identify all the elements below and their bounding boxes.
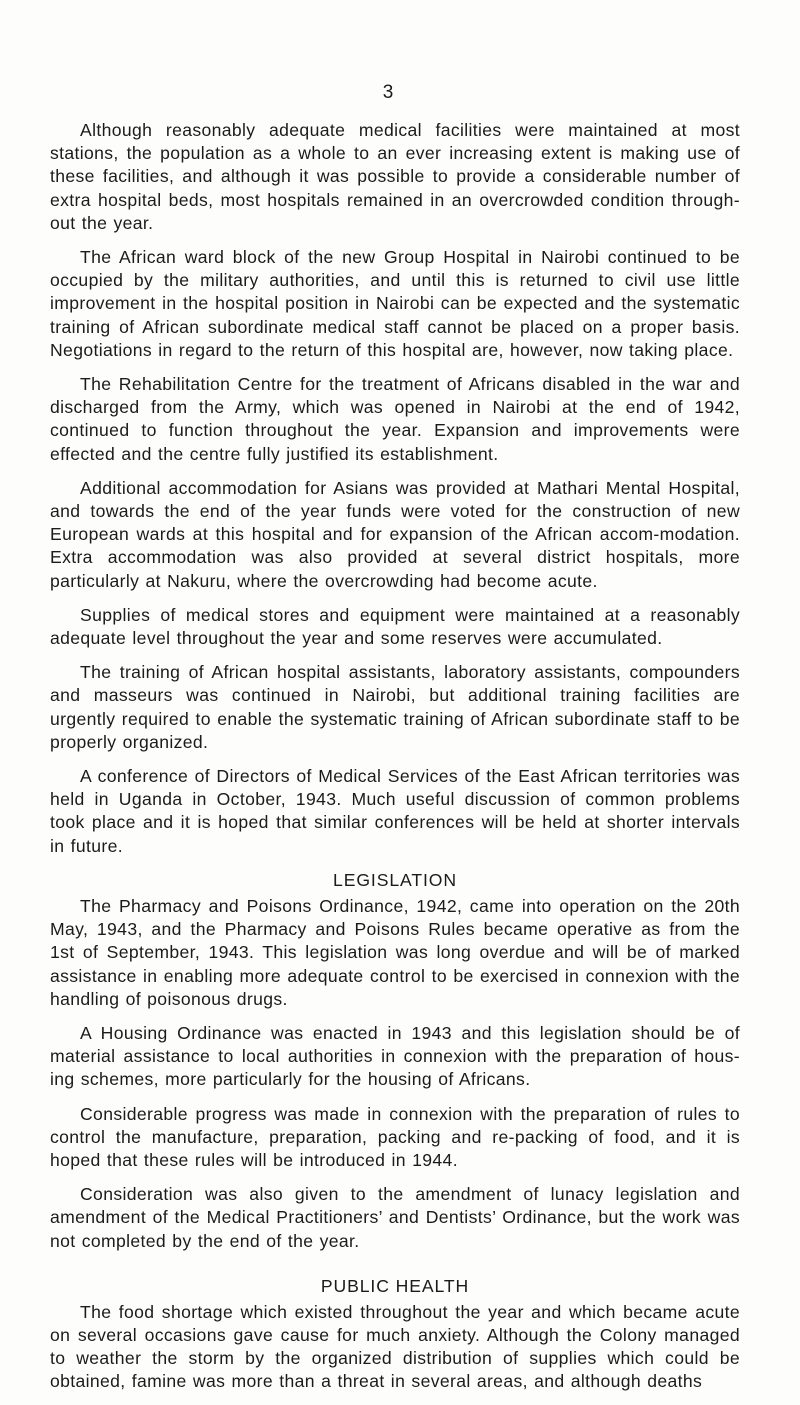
paragraph-medical-facilities: Although reasonably adequate medical facilities were maintained at most stations, the population as a whole to an ever increasing extent is making use of these facilities, and although it was possible to provide a considerable number of extra hospital beds, most hospitals remained in an overcrowded condition through-out the year. — [50, 120, 740, 233]
paragraph-african-ward-block: The African ward block of the new Group Hospital in Nairobi continued to be occupied by the military authorities, and until this is returned to civil use little improvement in the hospital position in Nairobi can be expected and the systematic training of African subordinate medical staff cannot be placed on a proper basis. Negotiations in regard to the return of this hospital are, however, now taking place. — [50, 247, 740, 360]
section-heading-public-health: PUBLIC HEALTH — [320, 1275, 470, 1296]
paragraph-conference: A conference of Directors of Medical Services of the East African territories was held in Uganda in October, 1943. Much useful discussion of common problems took place and it is hoped that similar conferences will be held at shorter intervals in future. — [50, 766, 740, 856]
paragraph-lunacy-legislation: Consideration was also given to the amendment of lunacy legislation and amendment of the Medical Practitioners’ and Dentists’ Ordinance, but the work was not completed by the end of the year. — [50, 1184, 740, 1251]
paragraph-housing-ordinance: A Housing Ordinance was enacted in 1943 and this legislation should be of material assistance to local authorities in connexion with the preparation of hous-ing schemes, more particularly for the housing of Africans. — [50, 1022, 740, 1090]
paragraph-rehabilitation-centre: The Rehabilitation Centre for the treatment of Africans disabled in the war and discharged from the Army, which was opened in Nairobi at the end of 1942, continued to function throughout the year. Expansion and improvements were effected and the centre fully justified its establishment. — [50, 374, 740, 464]
paragraph-additional-accommodation: Additional accommodation for Asians was provided at Mathari Mental Hospital, and towards the end of the year funds were voted for the construction of new European wards at this hospital and for expansion of the African accom-modation. Extra accommodation was also provided at several district hospitals, more particularly at Nakuru, where the overcrowding had become acute. — [50, 477, 740, 591]
paragraph-food-shortage: The food shortage which existed throughout the year and which became acute on several occasions gave cause for much anxiety. Although the Colony managed to weather the storm by the organized distribution of supplies which could be obtained, famine was more than a threat in several areas, and although deaths — [50, 1301, 740, 1392]
section-heading-legislation: LEGISLATION — [333, 869, 457, 890]
document-body — [50, 119, 740, 1405]
paragraph-pharmacy-ordinance: The Pharmacy and Poisons Ordinance, 1942, came into operation on the 20th May, 1943, and the Pharmacy and Poisons Rules became operative as from the 1st of September, 1943. This legislation was long overdue and will be of marked assistance in enabling more adequate control to be exercised in connexion with the handling of poisonous drugs. — [50, 895, 740, 1009]
paragraph-food-rules: Considerable progress was made in connexion with the preparation of rules to control the manufacture, preparation, packing and re-packing of food, and it is hoped that these rules will be introduced in 1944. — [50, 1103, 740, 1170]
page-number: 3 — [382, 82, 394, 103]
paragraph-training: The training of African hospital assistants, laboratory assistants, compounders and masseurs was continued in Nairobi, but additional training facilities are urgently required to enable the systematic training of African subordinate staff to be properly organized. — [50, 662, 740, 752]
paragraph-medical-supplies: Supplies of medical stores and equipment were maintained at a reasonably adequate level throughout the year and some reserves were accumulated. — [50, 604, 740, 649]
